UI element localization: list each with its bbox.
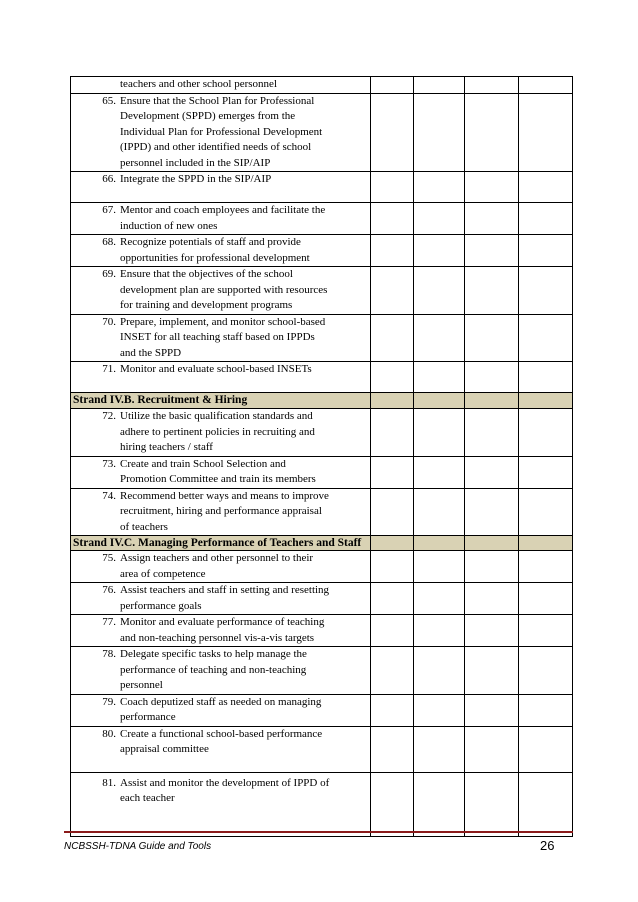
item-cell bbox=[71, 615, 371, 647]
rating-cell[interactable] bbox=[519, 551, 573, 583]
item-text: Assign teachers and other personnel to their area of competence bbox=[120, 552, 314, 580]
item-text: Mentor and coach employees and facilitate the induction of new ones bbox=[120, 204, 326, 232]
item-number: 80. bbox=[102, 727, 116, 740]
item-text: Delegate specific tasks to help manage the performance of teaching and non-teaching personnel bbox=[120, 648, 307, 691]
rating-cell[interactable] bbox=[519, 362, 573, 393]
table-row bbox=[71, 647, 573, 695]
rating-cell[interactable] bbox=[465, 488, 519, 536]
item-number: 71. bbox=[102, 363, 116, 375]
continuation-text: teachers and other school personnel bbox=[120, 78, 277, 90]
table-row bbox=[71, 772, 573, 836]
rating-cell[interactable] bbox=[465, 409, 519, 457]
item-cell bbox=[71, 583, 371, 615]
item-text: Monitor and evaluate performance of teaching and non-teaching personnel vis-a-vis targets bbox=[120, 616, 325, 644]
rating-cell[interactable] bbox=[465, 456, 519, 488]
strand-cell bbox=[371, 536, 414, 551]
item-number: 72. bbox=[102, 410, 116, 422]
item-number: 68. bbox=[102, 236, 116, 248]
item-cell bbox=[71, 93, 371, 172]
strand-cell bbox=[519, 393, 573, 409]
item-text: Monitor and evaluate school-based INSETs bbox=[120, 363, 312, 375]
rating-cell[interactable] bbox=[414, 203, 465, 235]
strand-cell bbox=[465, 536, 519, 551]
item-cell bbox=[71, 409, 371, 457]
footer-document-title: NCBSSH-TDNA Guide and Tools bbox=[64, 841, 212, 852]
rating-cell[interactable] bbox=[465, 314, 519, 362]
rating-cell[interactable] bbox=[519, 456, 573, 488]
rating-cell[interactable] bbox=[519, 772, 573, 836]
rating-cell[interactable] bbox=[414, 93, 465, 172]
strand-cell bbox=[465, 393, 519, 409]
strand-cell bbox=[414, 536, 465, 551]
item-number: 77. bbox=[102, 616, 116, 628]
rating-cell[interactable] bbox=[414, 647, 465, 695]
item-text: Assist and monitor the development of IPPD of each teacher bbox=[120, 776, 330, 804]
table-row bbox=[71, 583, 573, 615]
rating-cell[interactable] bbox=[414, 694, 465, 726]
footer-divider bbox=[64, 831, 573, 833]
rating-cell[interactable] bbox=[519, 647, 573, 695]
rating-cell[interactable] bbox=[414, 235, 465, 267]
item-text: Coach deputized staff as needed on managing performance bbox=[120, 695, 322, 723]
rating-cell[interactable] bbox=[414, 772, 465, 836]
rating-cell[interactable] bbox=[519, 694, 573, 726]
rating-cell[interactable] bbox=[371, 314, 414, 362]
item-text: Utilize the basic qualification standards and adhere to pertinent policies in recruiting and hiring teachers / staff bbox=[120, 410, 315, 453]
item-number: 66. bbox=[102, 173, 116, 185]
rating-cell[interactable] bbox=[519, 583, 573, 615]
rating-cell[interactable] bbox=[414, 362, 465, 393]
rating-cell[interactable] bbox=[371, 615, 414, 647]
rating-cell[interactable] bbox=[519, 267, 573, 315]
rating-cell[interactable] bbox=[465, 583, 519, 615]
item-cell bbox=[71, 726, 371, 772]
table-row bbox=[71, 314, 573, 362]
rating-cell[interactable] bbox=[465, 772, 519, 836]
item-cell bbox=[71, 488, 371, 536]
item-cell bbox=[71, 235, 371, 267]
strand-title: Strand IV.B. Recruitment & Hiring bbox=[71, 393, 371, 409]
rating-cell[interactable] bbox=[465, 235, 519, 267]
item-text: Ensure that the School Plan for Professional Development (SPPD) emerges from the Individual Plan for Professional Development (IPPD) and other identified needs of school personnel included in the SIP/AIP bbox=[120, 94, 323, 169]
item-number: 67. bbox=[102, 204, 116, 216]
rating-cell[interactable] bbox=[414, 615, 465, 647]
item-cell bbox=[71, 694, 371, 726]
rating-cell[interactable] bbox=[414, 314, 465, 362]
table-row bbox=[71, 172, 573, 203]
rating-cell[interactable] bbox=[371, 93, 414, 172]
table-row bbox=[71, 93, 573, 172]
rating-cell[interactable] bbox=[371, 647, 414, 695]
rating-cell[interactable] bbox=[371, 551, 414, 583]
rating-cell[interactable] bbox=[519, 314, 573, 362]
rating-cell[interactable] bbox=[371, 726, 414, 772]
item-number: 79. bbox=[102, 695, 116, 708]
rating-cell[interactable] bbox=[519, 93, 573, 172]
item-text: Prepare, implement, and monitor school-based INSET for all teaching staff based on IPPDs and the SPPD bbox=[120, 315, 326, 359]
item-cell bbox=[71, 172, 371, 203]
strand-header-row bbox=[71, 393, 573, 409]
rating-cell[interactable] bbox=[371, 362, 414, 393]
rating-cell[interactable] bbox=[414, 551, 465, 583]
rating-cell[interactable] bbox=[465, 77, 519, 94]
table-row bbox=[71, 456, 573, 488]
table-row bbox=[71, 362, 573, 393]
rating-cell[interactable] bbox=[465, 615, 519, 647]
item-text: Create a functional school-based performance appraisal committee bbox=[120, 727, 323, 755]
table-row bbox=[71, 726, 573, 772]
item-text: Assist teachers and staff in setting and resetting performance goals bbox=[120, 584, 330, 612]
rating-cell[interactable] bbox=[414, 726, 465, 772]
table-row bbox=[71, 235, 573, 267]
item-text: Integrate the SPPD in the SIP/AIP bbox=[120, 173, 272, 185]
rating-cell[interactable] bbox=[519, 726, 573, 772]
footer-page-number: 26 bbox=[540, 838, 555, 853]
strand-title: Strand IV.C. Managing Performance of Teachers and Staff bbox=[71, 536, 371, 551]
rating-cell[interactable] bbox=[465, 172, 519, 203]
rating-cell[interactable] bbox=[371, 583, 414, 615]
rating-cell[interactable] bbox=[414, 456, 465, 488]
table-row bbox=[71, 267, 573, 315]
item-cell bbox=[71, 772, 371, 836]
item-text: Recognize potentials of staff and provide opportunities for professional development bbox=[120, 236, 310, 264]
table-row bbox=[71, 551, 573, 583]
item-number: 65. bbox=[102, 94, 116, 107]
item-number: 74. bbox=[102, 489, 116, 502]
strand-cell bbox=[371, 393, 414, 409]
rating-cell[interactable] bbox=[414, 488, 465, 536]
table-row bbox=[71, 203, 573, 235]
rating-cell[interactable] bbox=[465, 647, 519, 695]
item-number: 78. bbox=[102, 648, 116, 660]
rating-cell[interactable] bbox=[519, 203, 573, 235]
item-number: 70. bbox=[102, 315, 116, 328]
item-number: 76. bbox=[102, 584, 116, 596]
table-row bbox=[71, 694, 573, 726]
item-text: Ensure that the objectives of the school development plan are supported with resources for training and development programs bbox=[120, 268, 328, 311]
strand-header-row bbox=[71, 536, 573, 551]
item-cell bbox=[71, 551, 371, 583]
table-row bbox=[71, 409, 573, 457]
strand-cell bbox=[414, 393, 465, 409]
item-cell bbox=[71, 647, 371, 695]
rating-cell[interactable] bbox=[519, 488, 573, 536]
item-text: Create and train School Selection and Promotion Committee and train its members bbox=[120, 457, 316, 485]
rating-cell[interactable] bbox=[371, 488, 414, 536]
table-row bbox=[71, 77, 573, 94]
strand-cell bbox=[519, 536, 573, 551]
item-number: 75. bbox=[102, 552, 116, 564]
item-cell bbox=[71, 456, 371, 488]
rating-cell[interactable] bbox=[465, 93, 519, 172]
item-text: Recommend better ways and means to improve recruitment, hiring and performance appraisal of teachers bbox=[120, 489, 329, 533]
rating-cell[interactable] bbox=[371, 203, 414, 235]
rating-cell[interactable] bbox=[371, 694, 414, 726]
rating-cell[interactable] bbox=[414, 267, 465, 315]
rating-cell[interactable] bbox=[519, 409, 573, 457]
item-number: 73. bbox=[102, 457, 116, 470]
rating-cell[interactable] bbox=[414, 172, 465, 203]
rating-cell[interactable] bbox=[465, 267, 519, 315]
rating-cell[interactable] bbox=[371, 409, 414, 457]
rating-cell[interactable] bbox=[371, 267, 414, 315]
rating-cell[interactable] bbox=[465, 726, 519, 772]
table-row bbox=[71, 488, 573, 536]
rating-cell[interactable] bbox=[414, 583, 465, 615]
rating-cell[interactable] bbox=[465, 203, 519, 235]
rating-cell[interactable] bbox=[519, 172, 573, 203]
rating-cell[interactable] bbox=[519, 77, 573, 94]
rating-cell[interactable] bbox=[371, 172, 414, 203]
table-row bbox=[71, 615, 573, 647]
rating-cell[interactable] bbox=[371, 77, 414, 94]
rating-cell[interactable] bbox=[465, 362, 519, 393]
rating-cell[interactable] bbox=[371, 235, 414, 267]
rating-cell[interactable] bbox=[465, 551, 519, 583]
item-number: 81. bbox=[102, 776, 116, 789]
rating-cell[interactable] bbox=[414, 77, 465, 94]
rating-cell[interactable] bbox=[519, 615, 573, 647]
continuation-cell bbox=[71, 77, 371, 94]
item-cell bbox=[71, 267, 371, 315]
rating-cell[interactable] bbox=[414, 409, 465, 457]
rating-cell[interactable] bbox=[371, 456, 414, 488]
rating-cell[interactable] bbox=[371, 772, 414, 836]
rating-cell[interactable] bbox=[465, 694, 519, 726]
competency-table bbox=[70, 76, 573, 837]
item-cell bbox=[71, 362, 371, 393]
rating-cell[interactable] bbox=[519, 235, 573, 267]
item-cell bbox=[71, 314, 371, 362]
item-number: 69. bbox=[102, 268, 116, 280]
item-cell bbox=[71, 203, 371, 235]
